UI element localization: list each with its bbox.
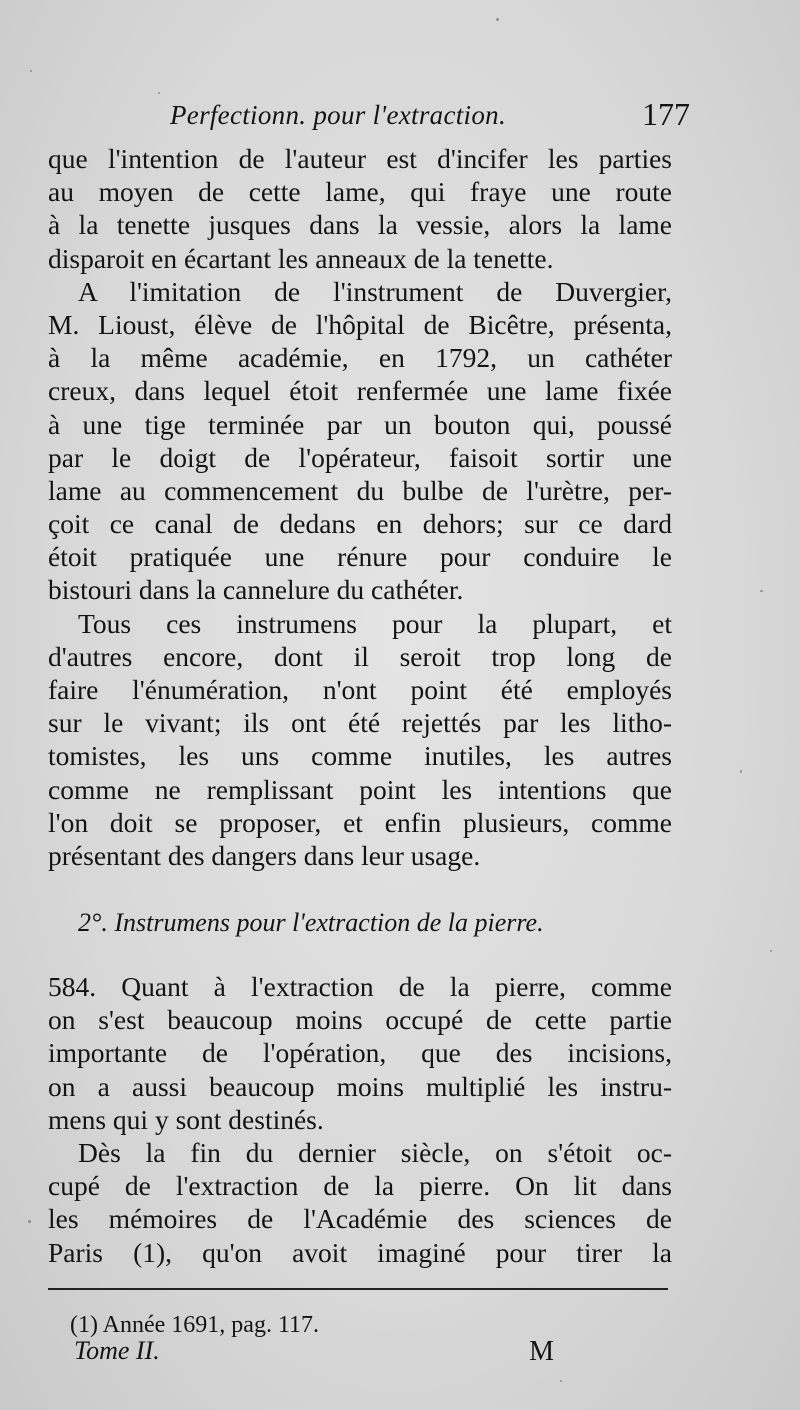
footnote-rule	[48, 1288, 668, 1290]
body-text-section-1	[48, 142, 672, 872]
text-line: Paris (1), qu'on avoit imaginé pour tirer la	[48, 1236, 672, 1268]
text-line: présentant des dangers dans leur usage.	[48, 839, 481, 871]
text-line: creux, dans lequel étoit renfermée une lame fixée	[48, 375, 672, 407]
text-line: disparoit en écartant les anneaux de la tenette.	[48, 242, 554, 274]
text-line: 584. Quant à l'extraction de la pierre, comme	[48, 971, 672, 1002]
body-text-section-2	[48, 970, 672, 1269]
text-line: comme ne remplissant point les intentions que	[48, 773, 672, 805]
text-line: Dès la fin du dernier siècle, on s'étoit oc-	[78, 1136, 672, 1168]
text-line: l'on doit se proposer, et enfin plusieurs, comme	[48, 806, 672, 838]
text-line: d'autres encore, dont il seroit trop long de	[48, 640, 672, 672]
text-line: Tous ces instrumens pour la plupart, et	[78, 607, 672, 639]
volume-label: Tome II.	[74, 1336, 160, 1365]
section-heading: 2°. Instrumens pour l'extraction de la pierre.	[78, 908, 544, 937]
text-line: lame au commencement du bulbe de l'urètre, per-	[48, 474, 672, 506]
footnote: (1) Année 1691, pag. 117.	[70, 1312, 320, 1338]
text-line: on s'est beaucoup moins occupé de cette partie	[48, 1004, 672, 1036]
text-line: çoit ce canal de dedans en dehors; sur ce dard	[48, 508, 672, 540]
text-line: que l'intention de l'auteur est d'incifer les parties	[48, 143, 672, 174]
text-line: sur le vivant; ils ont été rejettés par les litho-	[48, 707, 672, 739]
text-line: importante de l'opération, que des incisions,	[48, 1037, 672, 1069]
text-line: au moyen de cette lame, qui fraye une route	[48, 176, 672, 208]
page-header	[170, 96, 690, 140]
text-line: les mémoires de l'Académie des sciences de	[48, 1203, 672, 1235]
text-line: cupé de l'extraction de la pierre. On lit dans	[48, 1170, 672, 1202]
text-line: par le doigt de l'opérateur, faisoit sortir une	[48, 441, 672, 473]
text-line: A l'imitation de l'instrument de Duvergier,	[78, 275, 672, 307]
text-line: mens qui y sont destinés.	[48, 1103, 324, 1135]
text-line: à la même académie, en 1792, un cathéter	[48, 342, 672, 374]
page-footer	[74, 1336, 554, 1372]
signature-mark: M	[529, 1336, 554, 1367]
text-line: faire l'énumération, n'ont point été employés	[48, 674, 672, 705]
page-number: 177	[642, 96, 690, 132]
text-line: bistouri dans la cannelure du cathéter.	[48, 574, 464, 606]
text-line: à la tenette jusques dans la vessie, alors la lame	[48, 209, 672, 241]
running-head: Perfectionn. pour l'extraction.	[170, 100, 507, 130]
text-line: M. Lioust, élève de l'hôpital de Bicêtre, présenta,	[48, 308, 672, 340]
text-line: tomistes, les uns comme inutiles, les autres	[48, 740, 672, 772]
text-line: on a aussi beaucoup moins multiplié les instru-	[48, 1070, 672, 1102]
text-line: à une tige terminée par un bouton qui, poussé	[48, 408, 672, 440]
text-line: étoit pratiquée une rénure pour conduire le	[48, 541, 672, 573]
